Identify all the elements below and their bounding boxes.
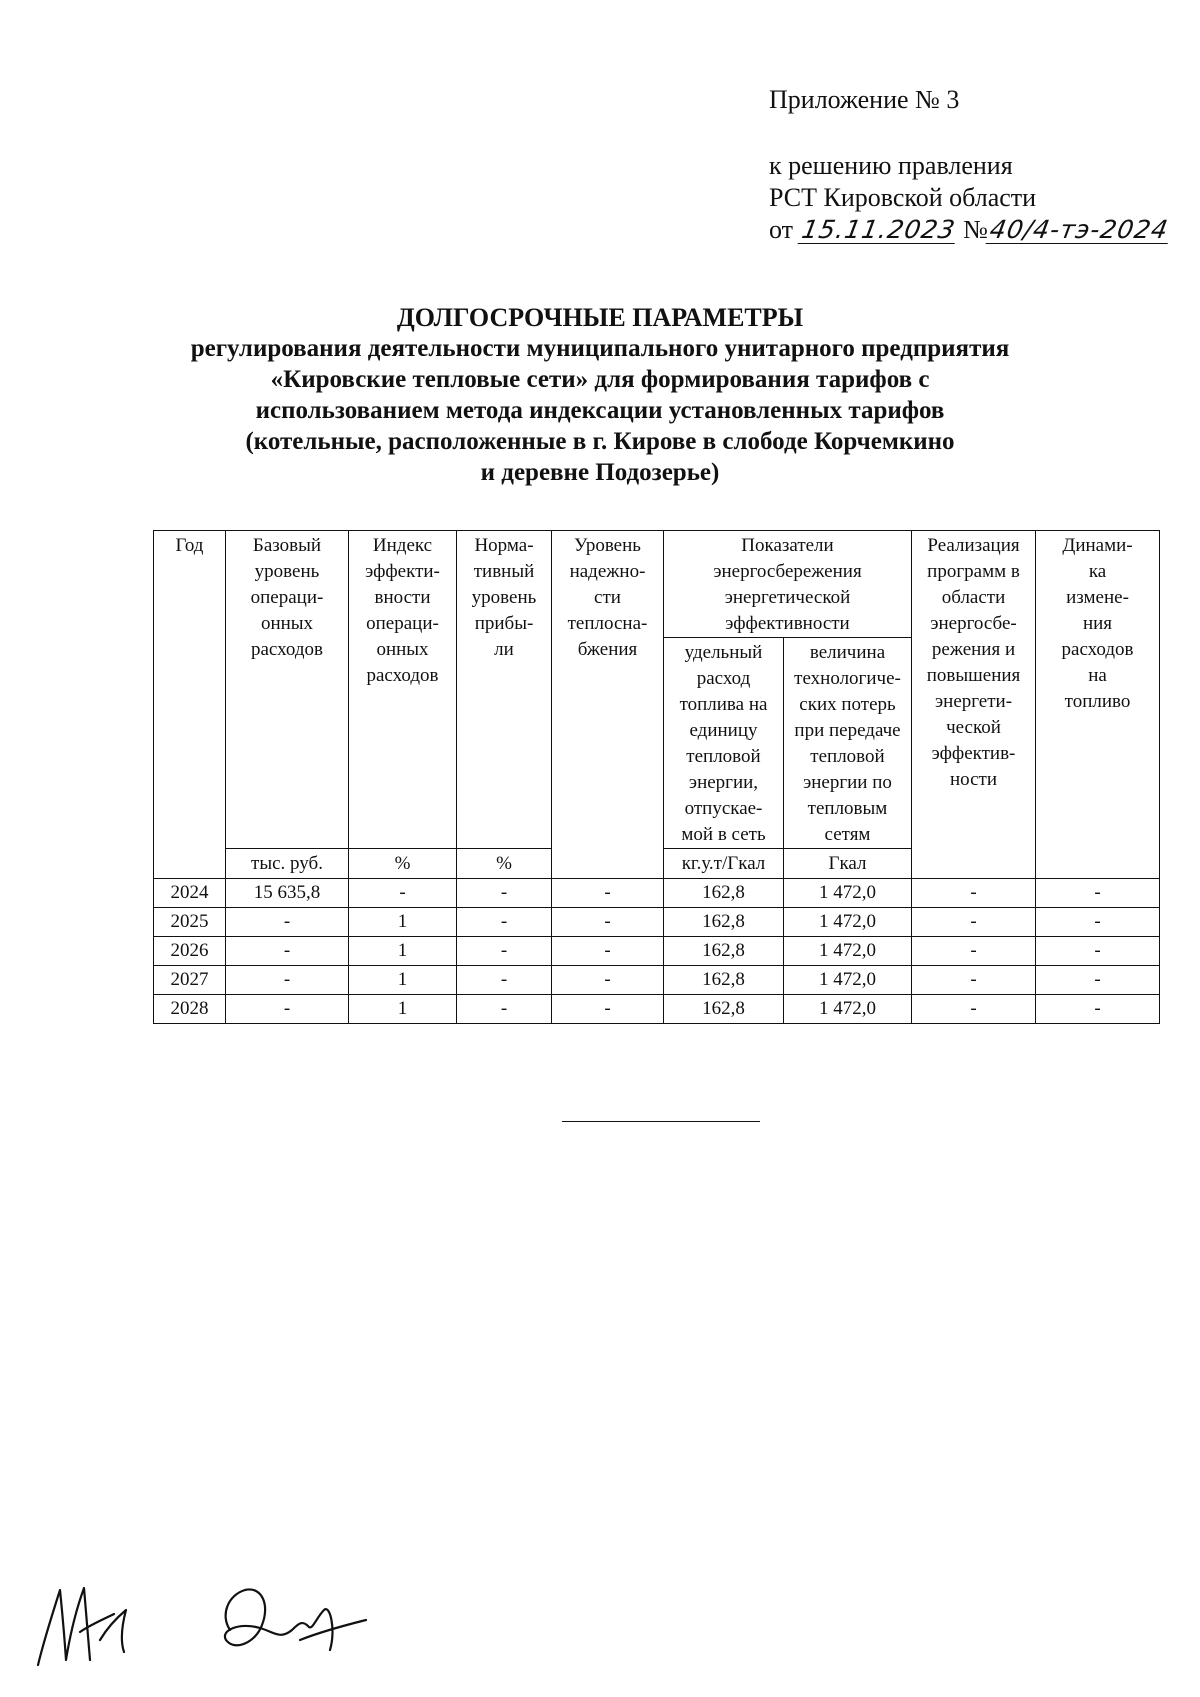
header-reliability: Уровень надежно- сти теплосна- бжения	[552, 531, 664, 879]
title-line-5: (котельные, расположенные в г. Кирове в слободе Корчемкино	[245, 428, 955, 455]
cell-programs: -	[912, 879, 1036, 908]
document-title	[150, 302, 1050, 488]
table-row	[154, 995, 1160, 1024]
header-fuel-dynamics: Динами- ка измене- ния расходов на топливо	[1036, 531, 1160, 879]
annex-from-word: от	[769, 215, 794, 244]
cell-year: 2026	[154, 937, 226, 966]
unit-normative-profit: %	[457, 849, 552, 879]
title-line-1: ДОЛГОСРОЧНЫЕ ПАРАМЕТРЫ	[396, 303, 804, 332]
header-normative-profit: Норма- тивный уровень прибы- ли	[457, 531, 552, 849]
cell-programs: -	[912, 966, 1036, 995]
table-row	[154, 879, 1160, 908]
cell-reliability: -	[552, 995, 664, 1024]
unit-year	[154, 849, 226, 879]
handwritten-number: 40/4-тэ-2024	[987, 215, 1171, 244]
table-row	[154, 908, 1160, 937]
cell-programs: -	[912, 908, 1036, 937]
cell-reliability: -	[552, 879, 664, 908]
signature-1	[38, 1588, 126, 1665]
cell-dynamics: -	[1036, 966, 1160, 995]
title-line-2: регулирования деятельности муниципального унитарного предприятия	[190, 335, 1010, 362]
cell-losses: 1 472,0	[784, 995, 912, 1024]
annex-decision-line: к решению правления	[769, 151, 1013, 180]
cell-year: 2027	[154, 966, 226, 995]
header-specific-fuel: удельный расход топлива на единицу тепловой энергии, отпускае- мой в сеть	[664, 638, 784, 849]
table-row	[154, 937, 1160, 966]
cell-dynamics: -	[1036, 908, 1160, 937]
cell-index: 1	[349, 995, 457, 1024]
unit-specific-fuel: кг.у.т/Гкал	[664, 849, 784, 879]
cell-fuel: 162,8	[664, 908, 784, 937]
cell-reliability: -	[552, 937, 664, 966]
cell-base: -	[226, 937, 349, 966]
cell-base: 15 635,8	[226, 879, 349, 908]
cell-dynamics: -	[1036, 879, 1160, 908]
unit-efficiency-index: %	[349, 849, 457, 879]
cell-base: -	[226, 966, 349, 995]
handwritten-date: 15.11.2023	[799, 215, 958, 244]
cell-profit: -	[457, 908, 552, 937]
header-row-1	[154, 531, 1160, 638]
annex-authority: РСТ Кировской области	[769, 183, 1037, 212]
annex-number-sign: №	[963, 215, 988, 244]
cell-profit: -	[457, 937, 552, 966]
cell-reliability: -	[552, 908, 664, 937]
cell-reliability: -	[552, 966, 664, 995]
cell-profit: -	[457, 995, 552, 1024]
cell-base: -	[226, 908, 349, 937]
signature-2	[225, 1589, 366, 1650]
title-line-6: и деревне Подозерье)	[480, 459, 720, 486]
cell-dynamics: -	[1036, 995, 1160, 1024]
header-year: Год	[154, 531, 226, 849]
cell-year: 2024	[154, 879, 226, 908]
header-programs: Реализация программ в области энергосбе- режения и повышения энергети- ческой эффектив- ности	[912, 531, 1036, 879]
cell-index: 1	[349, 966, 457, 995]
table-row	[154, 966, 1160, 995]
cell-base: -	[226, 995, 349, 1024]
cell-programs: -	[912, 937, 1036, 966]
end-divider-line	[562, 1121, 760, 1122]
title-line-3: «Кировские тепловые сети» для формирования тарифов с	[270, 366, 930, 393]
cell-fuel: 162,8	[664, 937, 784, 966]
header-base-level: Базовый уровень операци- онных расходов	[226, 531, 349, 849]
handwritten-signatures	[30, 1570, 370, 1680]
annex-header	[769, 84, 1170, 246]
cell-programs: -	[912, 995, 1036, 1024]
parameters-table	[153, 530, 1160, 1024]
cell-index: 1	[349, 908, 457, 937]
cell-profit: -	[457, 966, 552, 995]
unit-base-level: тыс. руб.	[226, 849, 349, 879]
cell-losses: 1 472,0	[784, 908, 912, 937]
cell-index: 1	[349, 937, 457, 966]
header-efficiency-index: Индекс эффекти- вности операци- онных расходов	[349, 531, 457, 849]
cell-index: -	[349, 879, 457, 908]
cell-year: 2025	[154, 908, 226, 937]
cell-year: 2028	[154, 995, 226, 1024]
header-tech-losses: величина технологиче- ских потерь при передаче тепловой энергии по тепловым сетям	[784, 638, 912, 849]
unit-tech-losses: Гкал	[784, 849, 912, 879]
annex-number: Приложение № 3	[769, 85, 960, 114]
cell-fuel: 162,8	[664, 879, 784, 908]
cell-fuel: 162,8	[664, 995, 784, 1024]
cell-dynamics: -	[1036, 937, 1160, 966]
cell-profit: -	[457, 879, 552, 908]
cell-losses: 1 472,0	[784, 966, 912, 995]
header-energy-saving-group: Показатели энергосбережения энергетической эффективности	[664, 531, 912, 638]
cell-losses: 1 472,0	[784, 879, 912, 908]
cell-losses: 1 472,0	[784, 937, 912, 966]
annex-date-line	[769, 214, 1170, 246]
title-line-4: использованием метода индексации установленных тарифов	[255, 397, 945, 424]
cell-fuel: 162,8	[664, 966, 784, 995]
